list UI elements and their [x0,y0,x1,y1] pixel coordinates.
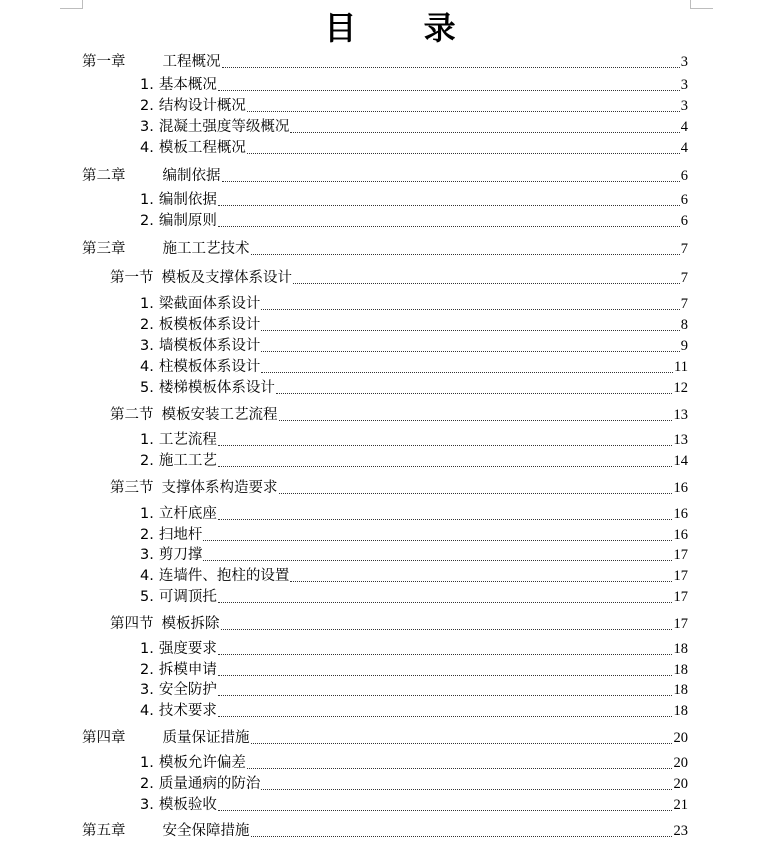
toc-entry-number: 3. [140,797,154,813]
toc-entry-number: 第一节 [110,270,154,286]
toc-entry-number: 3. [140,119,154,135]
toc-entry-item[interactable] [0,544,780,566]
toc-page-number: 20 [673,776,688,792]
toc-page-number: 6 [680,168,688,184]
toc-dot-leader [290,581,672,582]
toc-dot-leader [203,560,672,561]
toc-page-number: 23 [673,823,688,839]
toc-entry-label [140,212,217,230]
toc-entry-text: 结构设计概况 [158,98,246,114]
toc-dot-leader [261,351,680,352]
toc-page-number: 18 [673,662,688,678]
toc-entry-label [140,295,260,313]
toc-entry-number: 4. [140,568,154,584]
toc-entry-item[interactable] [0,565,780,587]
toc-entry-label [140,452,217,470]
toc-entry-chapter[interactable] [0,165,780,187]
toc-entry-text: 工艺流程 [158,432,217,448]
toc-entry-label [140,796,217,814]
toc-entry-number: 2. [140,213,154,229]
toc-dot-leader [251,743,672,744]
toc-entry-text: 柱模板体系设计 [158,359,261,375]
toc-entry-label [140,702,217,720]
toc-entry-label [140,358,260,376]
toc-entry-item[interactable] [0,503,780,525]
toc-page-number: 7 [680,296,688,312]
toc-entry-item[interactable] [0,335,780,357]
toc-entry-section[interactable] [0,267,780,289]
toc-entry-number: 2. [140,662,154,678]
toc-entry-label [82,729,250,747]
toc-dot-leader [279,420,672,421]
toc-page-number: 7 [680,241,688,257]
toc-entry-text: 施工工艺 [158,453,217,469]
toc-entry-number: 1. [140,432,154,448]
toc-entry-item[interactable] [0,679,780,701]
toc-entry-chapter[interactable] [0,51,780,73]
toc-entry-label [140,661,217,679]
toc-entry-number: 2. [140,776,154,792]
toc-page-number: 18 [673,703,688,719]
toc-entry-text: 楼梯模板体系设计 [158,380,275,396]
toc-entry-number: 第二章 [82,168,126,184]
toc-entry-text: 模板验收 [158,797,217,813]
toc-entry-label [140,139,246,157]
toc-page-number: 17 [673,616,688,632]
toc-entry-item[interactable] [0,116,780,138]
toc-entry-number: 1. [140,192,154,208]
toc-page-number: 8 [680,317,688,333]
toc-dot-leader [251,254,680,255]
toc-page-number: 20 [673,730,688,746]
toc-dot-leader [218,466,672,467]
toc-page-number: 9 [680,338,688,354]
toc-entry-text: 可调顶托 [158,589,217,605]
toc-dot-leader [290,132,680,133]
toc-entry-text: 拆模申请 [158,662,217,678]
toc-entry-item[interactable] [0,314,780,336]
toc-entry-text: 板模板体系设计 [158,317,261,333]
toc-entry-number: 2. [140,317,154,333]
toc-entry-label [110,269,292,287]
toc-entry-number: 2. [140,527,154,543]
toc-dot-leader [279,493,672,494]
toc-page-number: 13 [673,432,688,448]
toc-page-number: 7 [680,270,688,286]
toc-entry-label [110,479,278,497]
toc-dot-leader [203,540,672,541]
toc-entry-label [140,546,202,564]
toc-entry-item[interactable] [0,586,780,608]
toc-dot-leader [218,90,680,91]
toc-entry-label [140,526,202,544]
toc-entry-number: 5. [140,380,154,396]
toc-entry-item[interactable] [0,752,780,774]
toc-entry-text: 基本概况 [158,77,217,93]
toc-entry-text: 扫地杆 [158,527,203,543]
toc-dot-leader [218,205,680,206]
toc-entry-item[interactable] [0,74,780,96]
toc-entry-text: 立杆底座 [158,506,217,522]
toc-page-number: 18 [673,682,688,698]
toc-dot-leader [218,445,672,446]
toc-page-number: 3 [680,98,688,114]
toc-entry-number: 4. [140,359,154,375]
toc-entry-item[interactable] [0,293,780,315]
toc-dot-leader [221,629,672,630]
toc-entry-label [140,775,260,793]
toc-dot-leader [261,372,673,373]
toc-entry-number: 第三节 [110,480,154,496]
toc-entry-number: 1. [140,77,154,93]
toc-entry-number: 第五章 [82,823,126,839]
toc-entry-label [110,615,220,633]
toc-dot-leader [218,654,672,655]
toc-entry-number: 第三章 [82,241,126,257]
toc-dot-leader [222,67,680,68]
toc-entry-item[interactable] [0,95,780,117]
toc-entry-label [140,118,289,136]
toc-page-number: 13 [673,407,688,423]
toc-entry-text: 施工工艺技术 [162,241,250,257]
toc-dot-leader [218,716,672,717]
toc-page-number: 3 [680,77,688,93]
toc-dot-leader [218,226,680,227]
toc-entry-number: 4. [140,140,154,156]
toc-entry-item[interactable] [0,137,780,159]
toc-dot-leader [276,393,672,394]
toc-entry-item[interactable] [0,794,780,816]
toc-dot-leader [218,810,672,811]
toc-entry-number: 2. [140,453,154,469]
toc-page-number: 12 [673,380,688,396]
toc-entry-label [140,754,246,772]
toc-dot-leader [218,675,672,676]
toc-entry-item[interactable] [0,659,780,681]
toc-entry-number: 1. [140,755,154,771]
toc-entry-text: 强度要求 [158,641,217,657]
toc-entry-number: 第四节 [110,616,154,632]
toc-dot-leader [261,330,680,331]
toc-entry-label [140,76,217,94]
toc-entry-item[interactable] [0,356,780,378]
toc-entry-text: 安全保障措施 [162,823,250,839]
toc-entry-number: 1. [140,296,154,312]
toc-entry-text: 支撑体系构造要求 [161,480,278,496]
toc-entry-text: 工程概况 [162,54,221,70]
toc-entry-label [140,97,246,115]
toc-entry-label [82,822,250,840]
toc-page-number: 20 [673,755,688,771]
toc-page-number: 16 [673,506,688,522]
toc-entry-item[interactable] [0,773,780,795]
toc-entry-text: 模板允许偏差 [158,755,246,771]
toc-page-number: 16 [673,480,688,496]
toc-entry-item[interactable] [0,638,780,660]
toc-entry-number: 第一章 [82,54,126,70]
toc-entry-item[interactable] [0,450,780,472]
toc-entry-label [140,379,275,397]
toc-dot-leader [261,309,680,310]
toc-page-number: 17 [673,568,688,584]
toc-entry-number: 第四章 [82,730,126,746]
toc-entry-section[interactable] [0,613,780,635]
toc-entry-label [140,567,289,585]
toc-dot-leader [218,695,672,696]
toc-page-number: 11 [674,359,688,375]
toc-entry-item[interactable] [0,189,780,211]
toc-page-number: 17 [673,589,688,605]
toc-entry-section[interactable] [0,404,780,426]
toc-title: 目 录 [324,9,484,47]
toc-entry-chapter[interactable] [0,238,780,260]
toc-entry-text: 质量通病的防治 [158,776,261,792]
toc-dot-leader [251,836,672,837]
toc-page-number: 4 [680,119,688,135]
toc-entry-label [140,640,217,658]
toc-entry-chapter[interactable] [0,820,780,842]
toc-entry-label [140,316,260,334]
toc-entry-text: 编制依据 [162,168,221,184]
toc-entry-number: 3. [140,547,154,563]
toc-entry-text: 模板工程概况 [158,140,246,156]
toc-entry-text: 质量保证措施 [162,730,250,746]
toc-dot-leader [222,181,680,182]
toc-entry-label [110,406,278,424]
toc-entry-text: 编制原则 [158,213,217,229]
toc-entry-label [140,588,217,606]
toc-page-number: 18 [673,641,688,657]
toc-page-number: 14 [673,453,688,469]
toc-entry-number: 第二节 [110,407,154,423]
toc-dot-leader [218,602,672,603]
toc-entry-number: 1. [140,641,154,657]
toc-page-number: 17 [673,547,688,563]
toc-dot-leader [247,153,680,154]
toc-entry-item[interactable] [0,429,780,451]
toc-page-number: 16 [673,527,688,543]
toc-entry-text: 剪刀撑 [158,547,203,563]
toc-entry-text: 墙模板体系设计 [158,338,261,354]
toc-entry-item[interactable] [0,524,780,546]
toc-entry-chapter[interactable] [0,727,780,749]
toc-entry-label [82,53,221,71]
toc-page-number: 4 [680,140,688,156]
toc-entry-item[interactable] [0,700,780,722]
toc-entry-item[interactable] [0,377,780,399]
toc-dot-leader [247,111,680,112]
toc-dot-leader [218,519,672,520]
toc-entry-number: 5. [140,589,154,605]
toc-entry-label [82,240,250,258]
toc-entry-text: 模板及支撑体系设计 [161,270,292,286]
toc-entry-number: 4. [140,703,154,719]
toc-entry-text: 模板安装工艺流程 [161,407,278,423]
toc-entry-section[interactable] [0,477,780,499]
toc-entry-text: 技术要求 [158,703,217,719]
toc-entry-number: 1. [140,506,154,522]
toc-entry-text: 模板拆除 [161,616,220,632]
toc-entry-label [140,431,217,449]
toc-entry-text: 编制依据 [158,192,217,208]
toc-page-number: 6 [680,192,688,208]
toc-entry-label [140,505,217,523]
toc-entry-text: 连墙件、抱柱的设置 [158,568,290,584]
toc-entry-label [140,337,260,355]
toc-page-number: 6 [680,213,688,229]
toc-dot-leader [247,768,672,769]
toc-entry-text: 梁截面体系设计 [158,296,261,312]
toc-dot-leader [261,789,672,790]
toc-entry-label [140,681,217,699]
toc-entry-number: 3. [140,338,154,354]
toc-dot-leader [293,283,680,284]
toc-entry-text: 安全防护 [158,682,217,698]
toc-entry-number: 3. [140,682,154,698]
toc-page-number: 21 [673,797,688,813]
toc-entry-label [140,191,217,209]
toc-entry-label [82,167,221,185]
toc-page-number: 3 [680,54,688,70]
toc-entry-number: 2. [140,98,154,114]
toc-entry-item[interactable] [0,210,780,232]
toc-entry-text: 混凝土强度等级概况 [158,119,290,135]
